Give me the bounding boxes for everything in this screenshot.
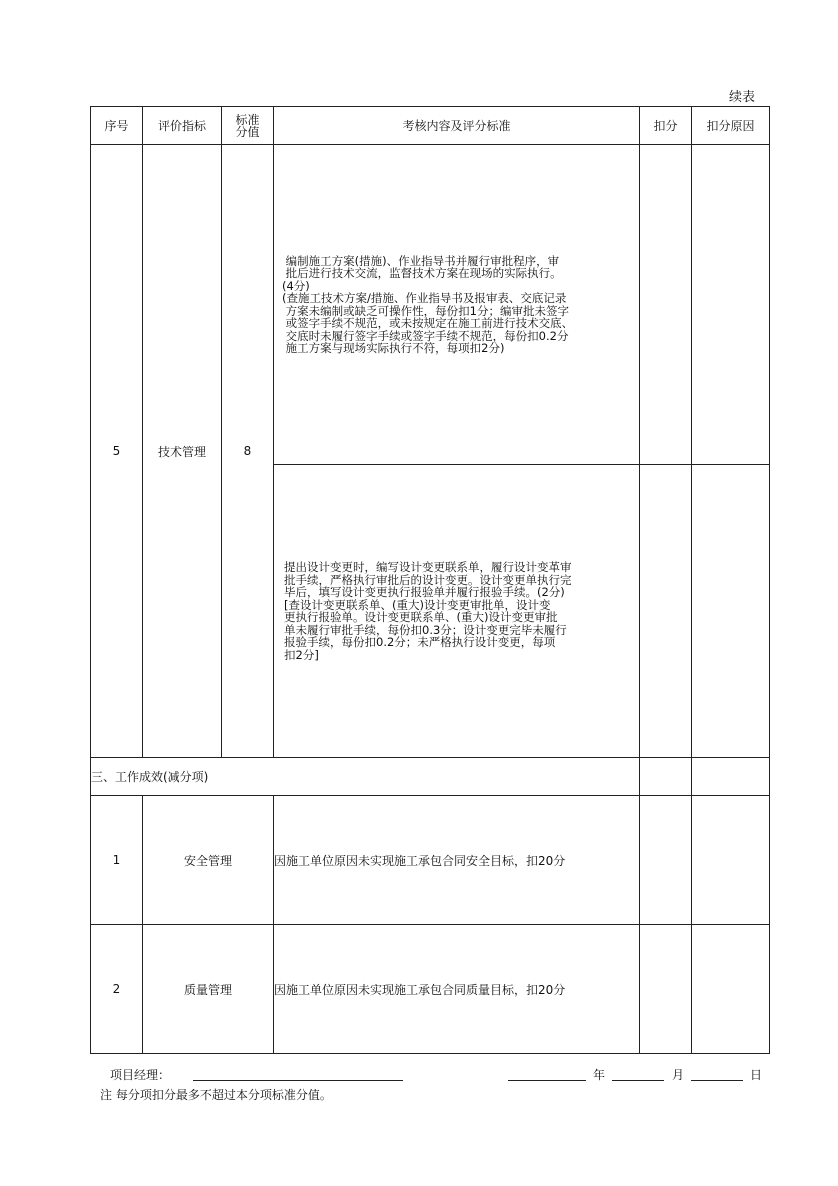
table-row <box>91 925 770 1054</box>
manager-signature-line[interactable] <box>193 1064 403 1081</box>
item5-content-2-cell <box>274 465 640 758</box>
item5-indicator: 技术管理 <box>143 145 222 758</box>
day-line[interactable] <box>691 1064 743 1081</box>
header-deduct: 扣分 <box>640 107 692 145</box>
item5-reason-1[interactable] <box>692 145 770 465</box>
section3-reason[interactable] <box>692 758 770 796</box>
month-line[interactable] <box>612 1064 664 1081</box>
item5-content-1-cell <box>274 145 640 465</box>
header-std-score-line1: 标准 <box>235 112 260 127</box>
section3-deduct[interactable] <box>640 758 692 796</box>
item5-content-1: 编制施工方案(措施)、作业指导书并履行审批程序，审 批后进行技术交流，监督技术方案在现场的实际执行。 (4分) (查施工技术方案/措施、作业指导书及报审表、交底记录 方案未编制或缺乏可操作性，每份扣1分；编审批未签字 或签字手续不规范，或未按规定在施工前进行技术交底、 交底时未履行签字手续或签字手续不规范，每份扣0.2分 施工方案与现场实际执行不符，每项扣2分) <box>282 253 574 355</box>
deduction-2-reason[interactable] <box>692 925 770 1054</box>
day-label: 日 <box>750 1068 763 1082</box>
deduction-1-deduct[interactable] <box>640 796 692 925</box>
item5-reason-2[interactable] <box>692 465 770 758</box>
manager-label: 项目经理： <box>110 1068 171 1082</box>
header-std-score <box>222 107 274 145</box>
item5-content-2: 提出设计变更时，编写设计变更联系单，履行设计变革审 批手续，严格执行审批后的设计变更。设计变更单执行完 毕后，填写设计变更执行报验单并履行报验手续。(2分) [查设计变更联系单、(重大)设计变更审批单，设计变 更执行报验单。设计变更联系单、(重大)设计变更审批 单未履行审批手续，每份扣0.3分；设计变更完毕未履行 报验手续，每份扣0.2分；未严格执行设计变更，每项 扣2分] <box>284 560 572 662</box>
header-content: 考核内容及评分标准 <box>274 107 640 145</box>
item5-deduct-2[interactable] <box>640 465 692 758</box>
continued-label: 续表 <box>729 90 756 105</box>
header-indicator: 评价指标 <box>143 107 222 145</box>
section3-title: 三、工作成效(减分项) <box>91 758 640 796</box>
item5-row-a <box>91 145 770 465</box>
item5-deduct-1[interactable] <box>640 145 692 465</box>
section3-row <box>91 758 770 796</box>
item5-seq: 5 <box>91 145 143 758</box>
footnote: 注 每分项扣分最多不超过本分项标准分值。 <box>100 1088 332 1102</box>
deduction-1-indicator: 安全管理 <box>143 796 274 925</box>
item5-std-score: 8 <box>222 145 274 758</box>
year-line[interactable] <box>508 1064 586 1081</box>
year-label: 年 <box>593 1068 606 1082</box>
deduction-1-seq: 1 <box>91 796 143 925</box>
deduction-1-content: 因施工单位原因未实现施工承包合同安全目标，扣20分 <box>274 796 640 925</box>
header-seq: 序号 <box>91 107 143 145</box>
signature-footer <box>90 1064 769 1084</box>
deduction-2-indicator: 质量管理 <box>143 925 274 1054</box>
deduction-1-reason[interactable] <box>692 796 770 925</box>
table-header-row <box>91 107 770 145</box>
evaluation-table <box>90 106 770 1054</box>
deduction-2-deduct[interactable] <box>640 925 692 1054</box>
table-row <box>91 796 770 925</box>
month-label: 月 <box>672 1068 685 1082</box>
header-std-score-line2: 分值 <box>235 124 260 139</box>
deduction-2-seq: 2 <box>91 925 143 1054</box>
header-reason: 扣分原因 <box>692 107 770 145</box>
deduction-2-content: 因施工单位原因未实现施工承包合同质量目标，扣20分 <box>274 925 640 1054</box>
